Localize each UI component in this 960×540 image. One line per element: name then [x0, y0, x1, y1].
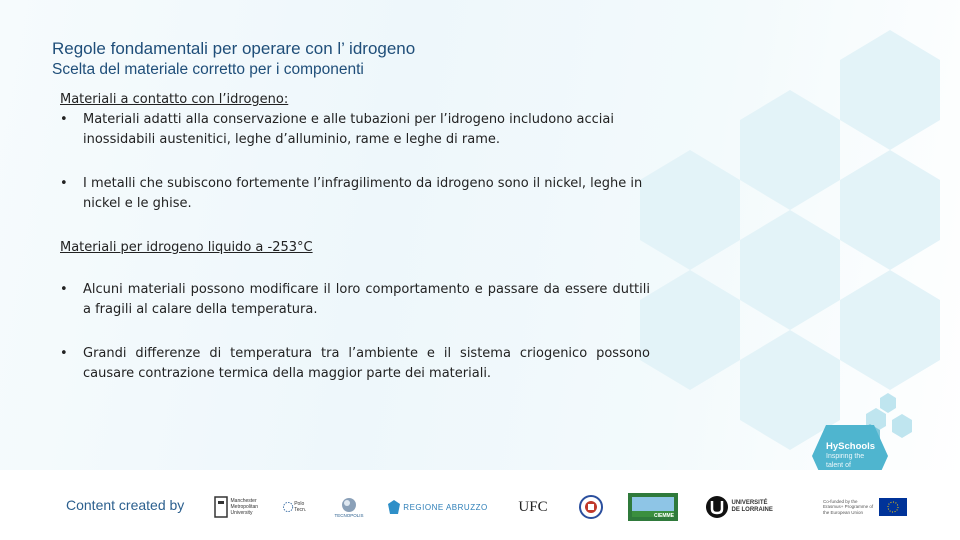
bullet-marker: • — [60, 282, 68, 297]
logo-text: CIEMME — [654, 513, 674, 519]
logo-manchester — [212, 492, 270, 522]
list-item — [60, 110, 650, 150]
logo-text: UFC — [518, 498, 548, 515]
section-heading-liquid: Materiali per idrogeno liquido a -253°C — [60, 240, 313, 255]
content-body — [60, 90, 650, 384]
bullet-marker: • — [60, 112, 68, 127]
footer-label: Content created by — [66, 497, 185, 513]
logo-regione-abruzzo — [388, 492, 488, 522]
badge-tagline: Inspiring the talent of — [826, 453, 865, 469]
logo-text: TECNOPOLIS — [334, 512, 364, 518]
logo-universite-lorraine — [703, 492, 775, 522]
bullet-marker: • — [60, 176, 68, 191]
bullet-text: Alcuni materiali possono modificare il loro comportamento e passare da essere duttili a fragili al calare della temperatura. — [83, 282, 650, 317]
list-item — [60, 344, 650, 384]
logo-text: Polo Tecn. — [294, 501, 307, 513]
logo-crest — [578, 492, 604, 522]
slide-title: Regole fondamentali per operare con l’ idrogeno — [52, 39, 416, 58]
logo-tecnopolis — [330, 492, 368, 522]
logo-polo — [282, 492, 312, 522]
logo-text: Co-funded by the Erasmus+ Programme of the European Union — [823, 498, 874, 515]
logo-ciemme — [628, 492, 678, 522]
bullet-text: Grandi differenze di temperatura tra l’ambiente e il sistema criogenico possono causare contrazione termica della maggior parte dei materiali. — [83, 346, 650, 381]
bullet-text: I metalli che subiscono fortemente l’infragilimento da idrogeno sono il nickel, leghe in nickel e le ghise. — [83, 176, 643, 211]
bullet-marker: • — [60, 346, 68, 361]
slide-subtitle: Scelta del materiale corretto per i componenti — [52, 61, 364, 78]
list-item — [60, 280, 650, 320]
section-heading-contact: Materiali a contatto con l’idrogeno: — [60, 92, 289, 107]
logo-erasmus — [820, 492, 910, 522]
logo-text: REGIONE ABRUZZO — [403, 502, 488, 512]
list-item — [60, 174, 650, 214]
badge-title: HySchools — [826, 441, 876, 452]
footer — [0, 470, 960, 540]
logo-text: Manchester Metropolitan University — [230, 498, 259, 516]
logo-text: UNIVERSITÉ DE LORRAINE — [731, 500, 773, 513]
logo-ufc — [514, 492, 552, 522]
bullet-text: Materiali adatti alla conservazione e alle tubazioni per l’idrogeno includono acciai inossidabili austenitici, leghe d’alluminio, rame e leghe di rame. — [83, 112, 614, 147]
